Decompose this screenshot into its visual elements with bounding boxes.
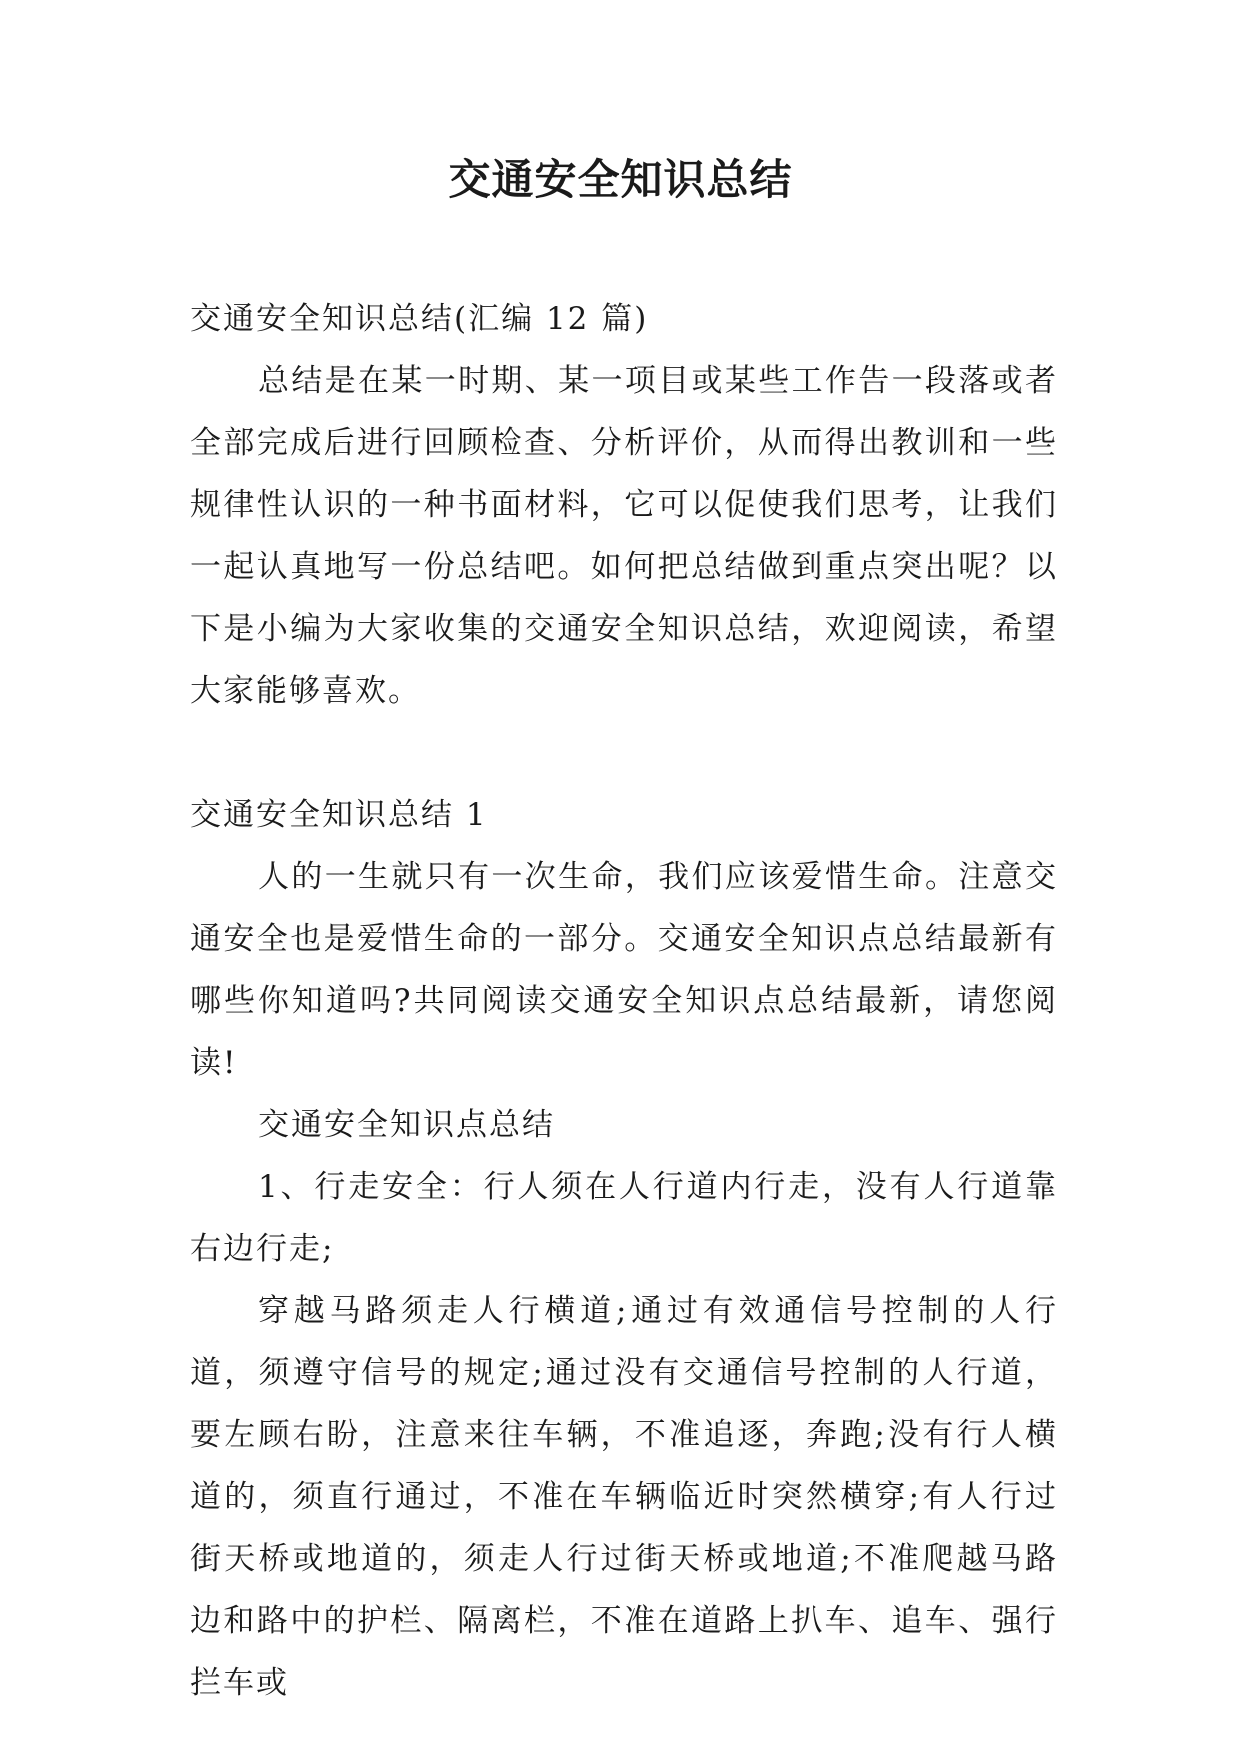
intro-paragraph: 总结是在某一时期、某一项目或某些工作告一段落或者全部完成后进行回顾检查、分析评价，从而得出教训和一些规律性认识的一种书面材料，它可以促使我们思考，让我们一起认真地写一份总结吧。如何把总结做到重点突出呢？以下是小编为大家收集的交通安全知识总结，欢迎阅读，希望大家能够喜欢。 <box>190 363 1058 709</box>
list-item: 1、行走安全：行人须在人行道内行走，没有人行道靠右边行走; <box>190 1169 1058 1267</box>
section-heading: 交通安全知识总结 1 <box>190 797 488 833</box>
document-title: 交通安全知识总结 <box>448 155 793 204</box>
section-subheading: 交通安全知识点总结 <box>258 1107 555 1143</box>
section-paragraph: 人的一生就只有一次生命，我们应该爱惜生命。注意交通安全也是爱惜生命的一部分。交通安全知识点总结最新有哪些你知道吗?共同阅读交通安全知识点总结最新，请您阅读! <box>190 859 1058 1081</box>
section-spacer <box>190 722 1058 784</box>
section-paragraph: 穿越马路须走人行横道;通过有效通信号控制的人行道，须遵守信号的规定;通过没有交通信号控制的人行道，要左顾右盼，注意来往车辆，不准追逐，奔跑;没有行人横道的，须直行通过，不准在车辆临近时突然横穿;有人行过街天桥或地道的，须走人行过街天桥或地道;不准爬越马路边和路中的护栏、隔离栏，不准在道路上扒车、追车、强行拦车或 <box>190 1293 1058 1701</box>
document-body <box>190 288 1058 1714</box>
document-subtitle: 交通安全知识总结(汇编 12 篇) <box>190 301 649 337</box>
